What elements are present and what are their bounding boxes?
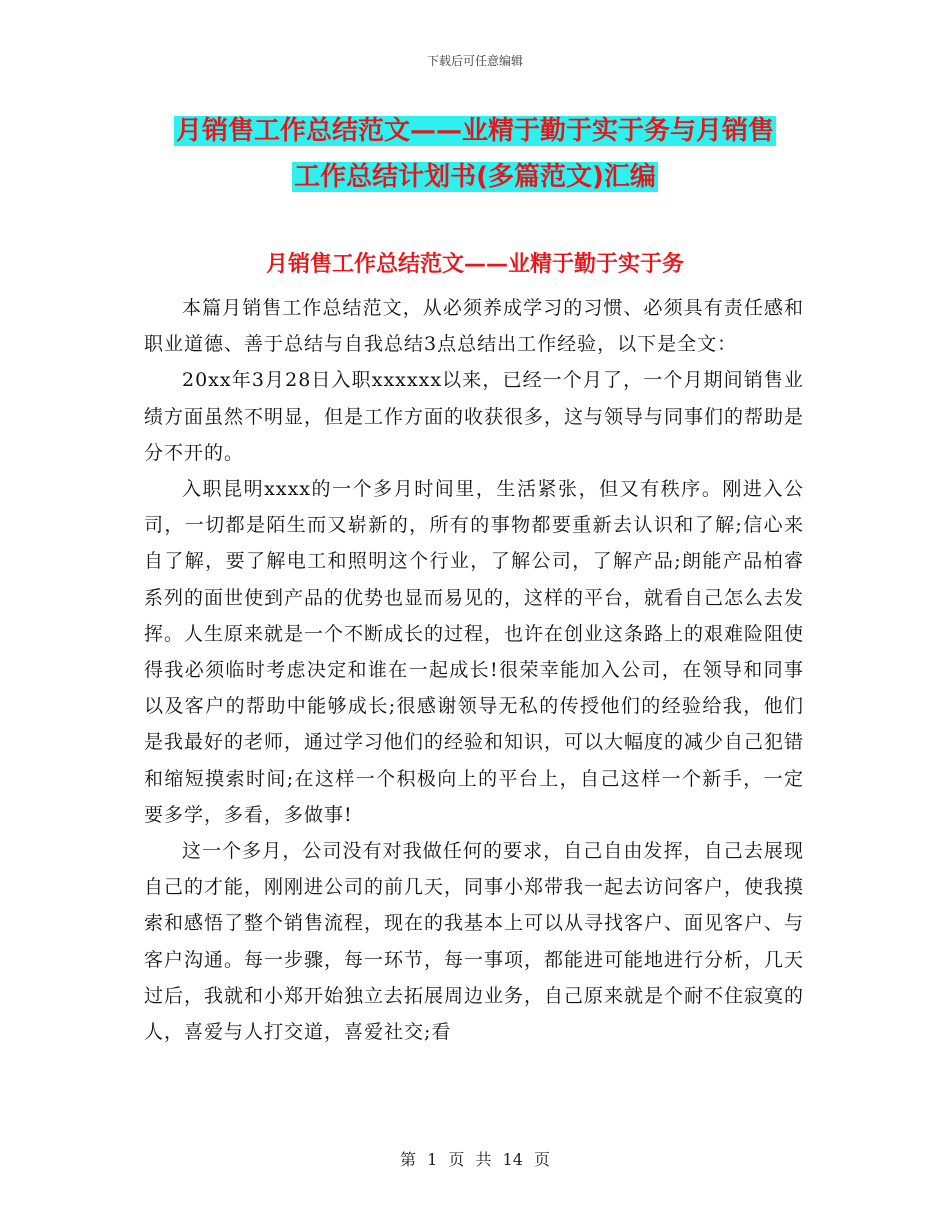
header-note: 下载后可任意编辑 (426, 54, 523, 68)
paragraph-intro: 本篇月销售工作总结范文，从必须养成学习的习惯、必须具有责任感和职业道德、善于总结与自我总结3点总结出工作经验，以下是全文： (144, 297, 804, 356)
section-title: 月销售工作总结范文——业精于勤于实于务 (265, 252, 684, 277)
paragraph-sales-experience: 这一个多月，公司没有对我做任何的要求，自己自由发挥，自己去展现自己的才能，刚刚进公司的前几天，同事小郑带我一起去访问客户，使我摸索和感悟了整个销售流程，现在的我基本上可以从寻找客户、面见客户、与客户沟通。每一步骤，每一环节，每一事项，都能进可能地进行分析，几天过后，我就和小郑开始独立去拓展周边业务，自己原来就是个耐不住寂寞的人，喜爱与人打交道，喜爱社交;看 (144, 840, 805, 1044)
body-text (144, 290, 804, 1050)
title-line-2: 工作总结计划书(多篇范文)汇编 (294, 162, 656, 192)
page-footer: 第 1 页 共 14 页 (400, 1150, 550, 1169)
paragraph-start-date: 20xx年3月28日入职xxxxxx以来，已经一个月了，一个月期间销售业绩方面虽然不明显，但是工作方面的收获很多，这与领导与同事们的帮助是分不开的。 (144, 369, 805, 464)
title-line-1: 月销售工作总结范文——业精于勤于实于务与月销售 (175, 116, 774, 146)
document-title (0, 108, 950, 200)
paragraph-company-life: 入职昆明xxxx的一个多月时间里，生活紧张，但又有秩序。刚进入公司，一切都是陌生而又崭新的，所有的事物都要重新去认识和了解;信心来自了解，要了解电工和照明这个行业，了解公司，了解产品;朗能产品柏睿系列的面世使到产品的优势也显而易见的，这样的平台，就看自己怎么去发挥。人生原来就是一个不断成长的过程，也许在创业这条路上的艰难险阻使得我必须临时考虑决定和谁在一起成长!很荣幸能加入公司，在领导和同事以及客户的帮助中能够成长;很感谢领导无私的传授他们的经验给我，他们是我最好的老师，通过学习他们的经验和知识，可以大幅度的减少自己犯错和缩短摸索时间;在这样一个积极向上的平台上，自己这样一个新手，一定要多学，多看，多做事! (144, 478, 805, 826)
